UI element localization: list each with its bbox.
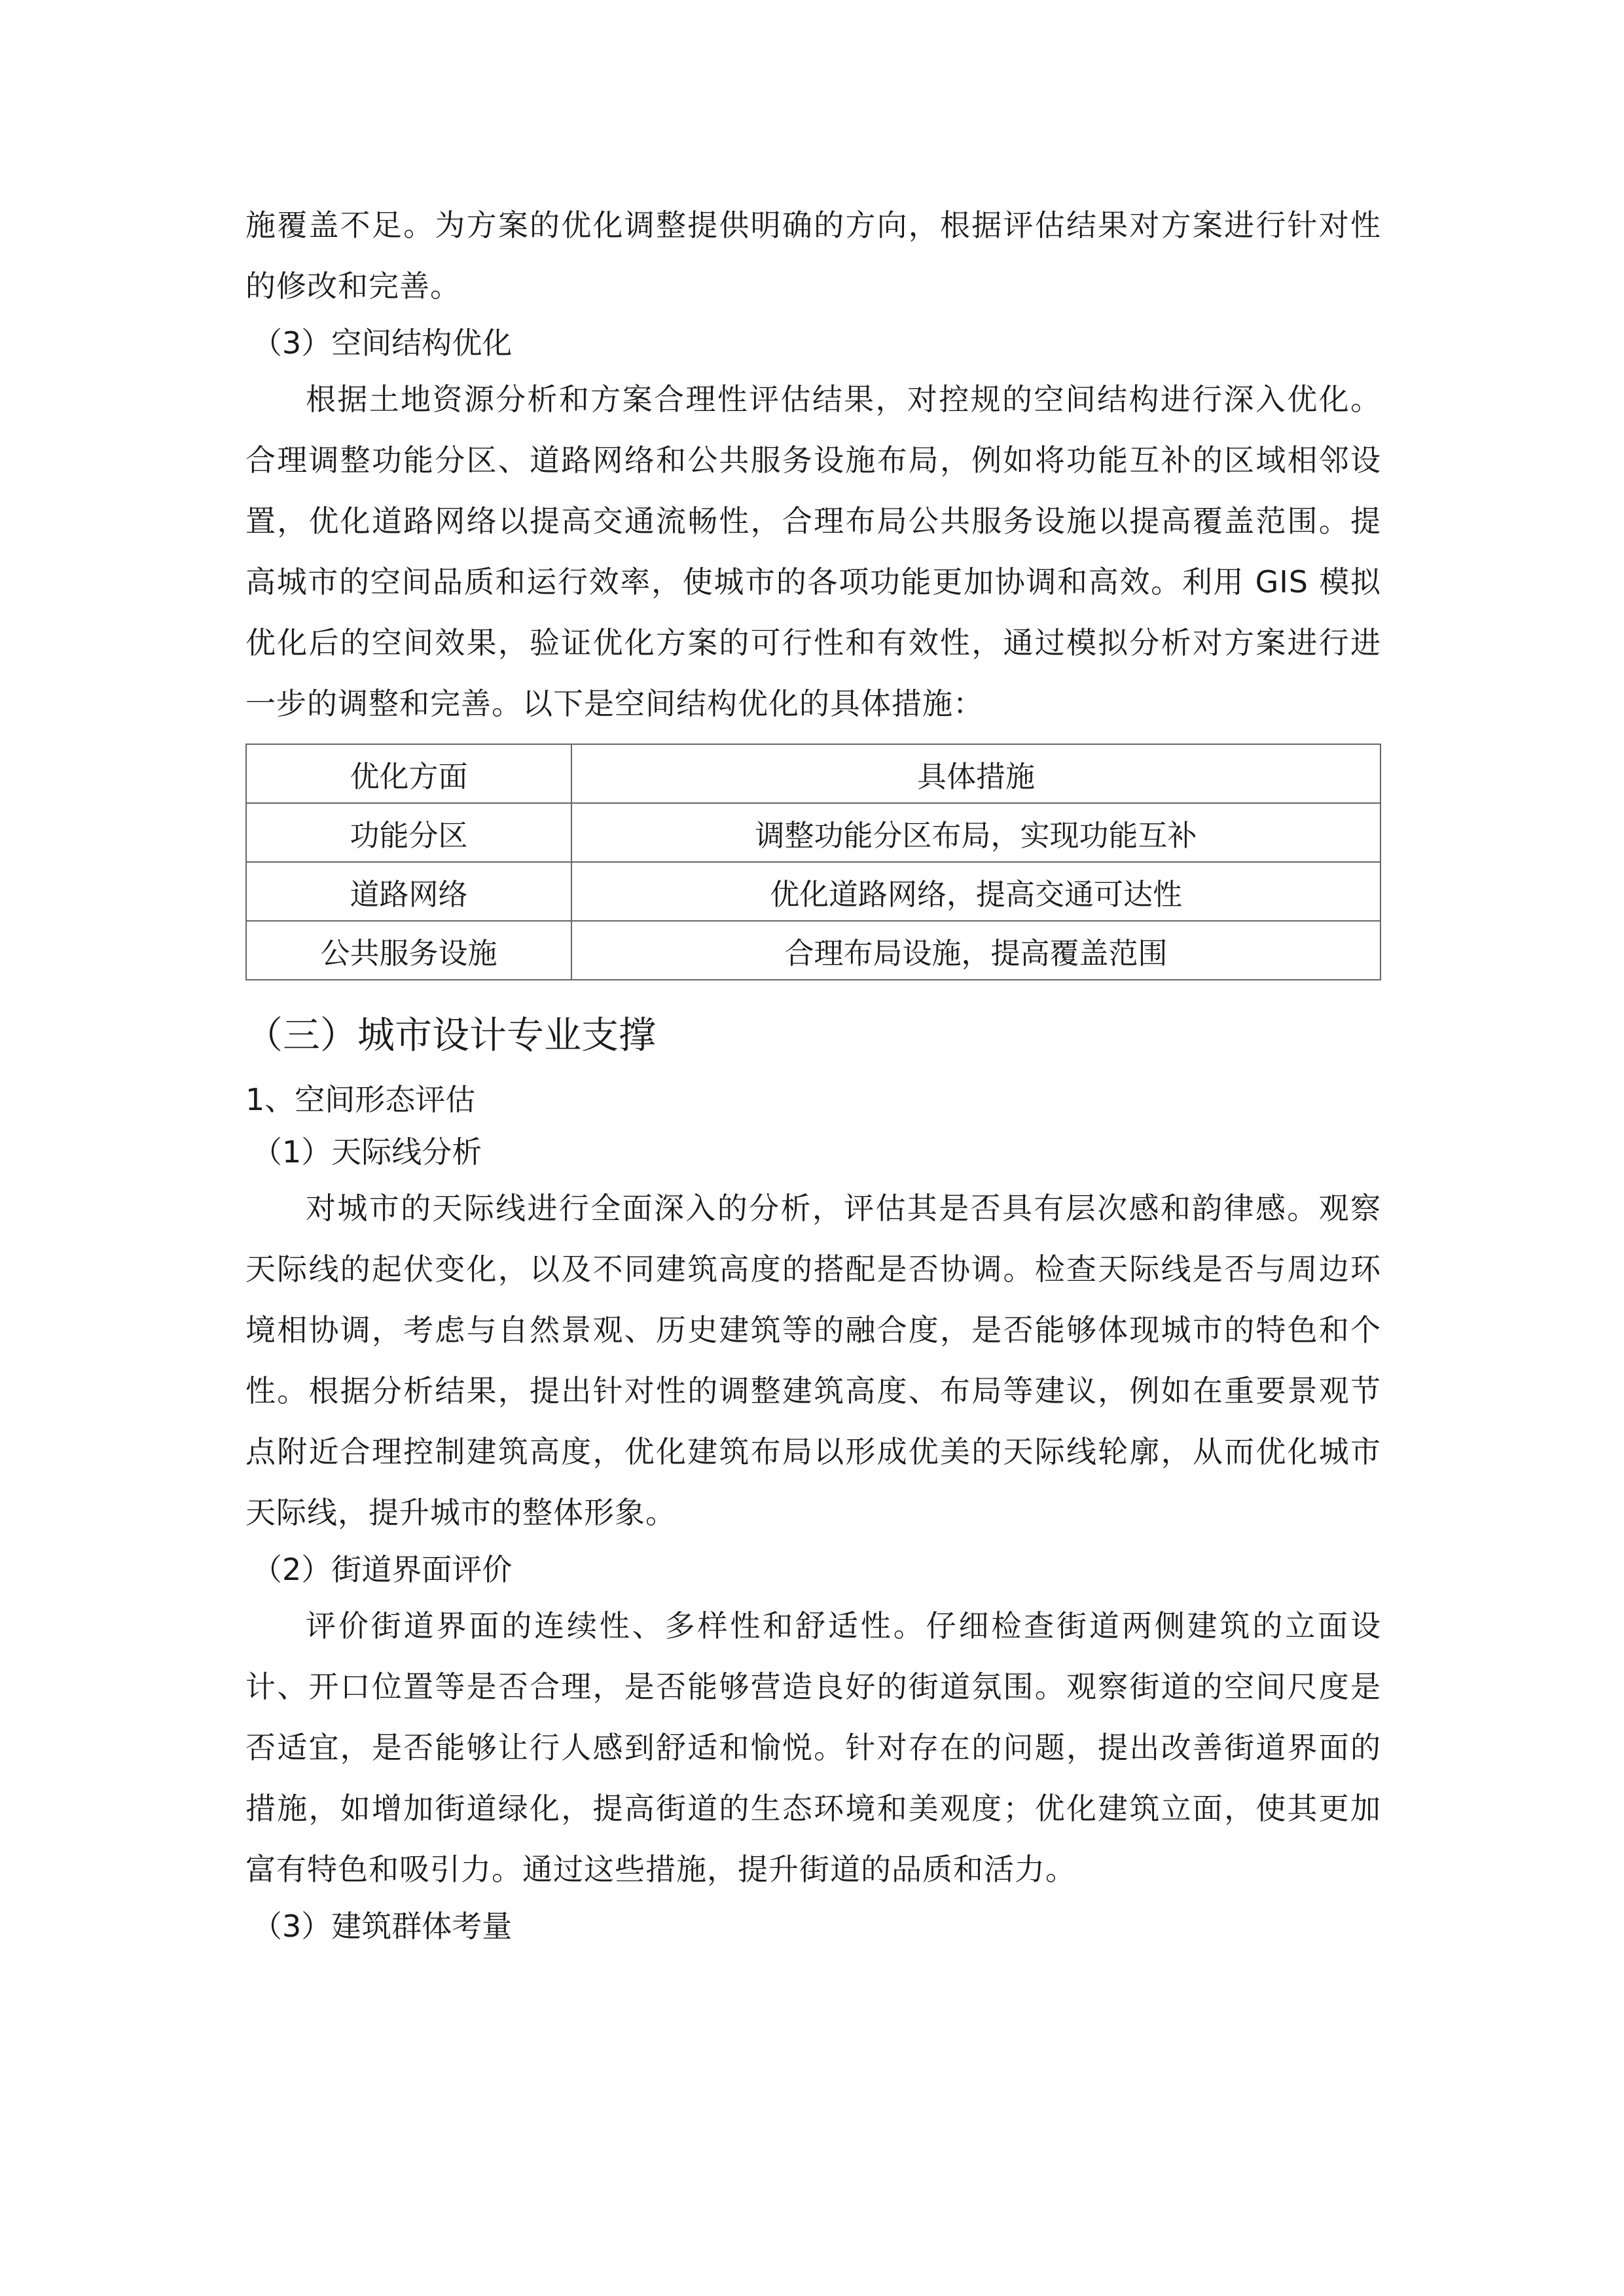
table-cell: 公共服务设施 (246, 921, 571, 980)
table-cell: 优化道路网络，提高交通可达性 (571, 862, 1380, 921)
table-cell: 合理布局设施，提高覆盖范围 (571, 921, 1380, 980)
table-row (246, 862, 1380, 921)
paragraph-skyline: 对城市的天际线进行全面深入的分析，评估其是否具有层次感和韵律感。观察天际线的起伏变化，以及不同建筑高度的搭配是否协调。检查天际线是否与周边环境相协调，考虑与自然景观、历史建筑等的融合度，是否能够体现城市的特色和个性。根据分析结果，提出针对性的调整建筑高度、布局等建议，例如在重要景观节点附近合理控制建筑高度，优化建筑布局以形成优美的天际线轮廓，从而优化城市天际线，提升城市的整体形象。 (245, 1191, 1381, 1530)
table-cell: 功能分区 (246, 803, 571, 862)
heading-building-group: （3）建筑群体考量 (252, 1909, 513, 1944)
paragraph-street-interface: 评价街道界面的连续性、多样性和舒适性。仔细检查街道两侧建筑的立面设计、开口位置等是否合理，是否能够营造良好的街道氛围。观察街道的空间尺度是否适宜，是否能够让行人感到舒适和愉悦。针对存在的问题，提出改善街道界面的措施，如增加街道绿化，提高街道的生态环境和美观度；优化建筑立面，使其更加富有特色和吸引力。通过这些措施，提升街道的品质和活力。 (245, 1608, 1381, 1887)
heading-street-interface: （2）街道界面评价 (252, 1552, 513, 1587)
heading-skyline-analysis: （1）天际线分析 (252, 1134, 482, 1170)
table-row (246, 921, 1380, 980)
table-cell: 道路网络 (246, 862, 571, 921)
table-header-cell: 具体措施 (571, 744, 1380, 803)
table-cell: 调整功能分区布局，实现功能互补 (571, 803, 1380, 862)
table-header-row (246, 744, 1380, 803)
optimization-table (245, 744, 1381, 980)
heading-space-form-evaluation: 1、空间形态评估 (245, 1082, 476, 1117)
heading-space-structure-optimization: （3）空间结构优化 (252, 325, 513, 361)
table-header-cell: 优化方面 (246, 744, 571, 803)
paragraph-space-structure: 根据土地资源分析和方案合理性评估结果，对控规的空间结构进行深入优化。合理调整功能分区、道路网络和公共服务设施布局，例如将功能互补的区域相邻设置，优化道路网络以提高交通流畅性，合理布局公共服务设施以提高覆盖范围。提高城市的空间品质和运行效率，使城市的各项功能更加协调和高效。利用 GIS 模拟优化后的空间效果，验证优化方案的可行性和有效性，通过模拟分析对方案进行进一步的调整和完善。以下是空间结构优化的具体措施： (245, 382, 1381, 721)
paragraph-continuation: 施覆盖不足。为方案的优化调整提供明确的方向，根据评估结果对方案进行针对性的修改和完善。 (245, 207, 1381, 304)
section-heading-urban-design: （三）城市设计专业支撑 (245, 1014, 656, 1057)
page-content (245, 195, 1381, 1952)
table-row (246, 803, 1380, 862)
